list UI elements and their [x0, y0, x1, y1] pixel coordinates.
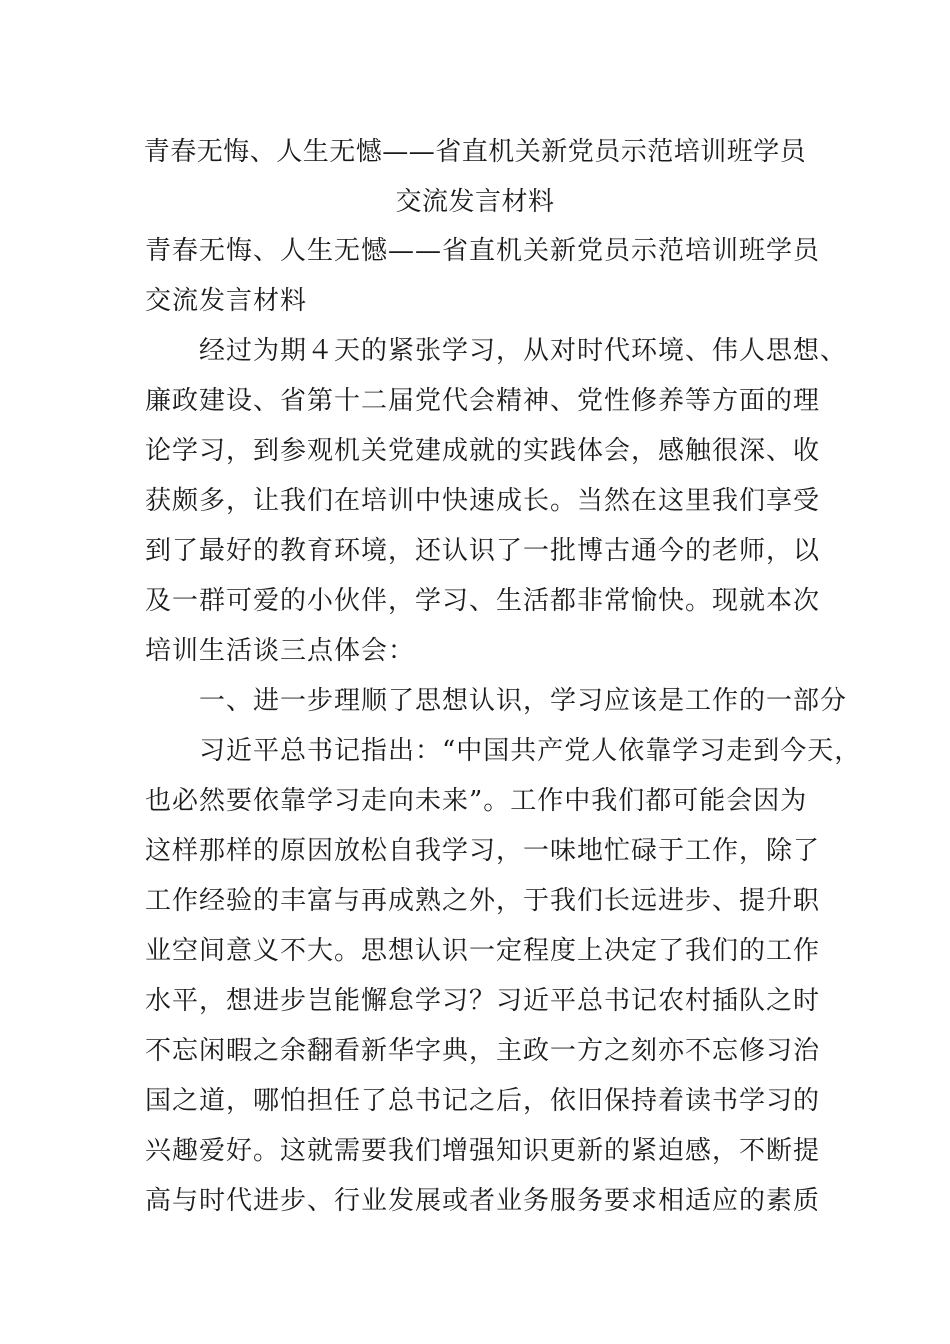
body-line-14: 工作经验的丰富与再成熟之外，于我们长远进步、提升职 — [145, 886, 821, 916]
body-line-6: 获颇多，让我们在培训中快速成长。当然在这里我们享受 — [145, 486, 821, 516]
document-title-line-2: 交流发言材料 — [395, 187, 555, 217]
body-line-20: 高与时代进步、行业发展或者业务服务要求相适应的素质 — [145, 1186, 821, 1216]
body-line-3: 经过为期４天的紧张学习，从对时代环境、伟人思想、 — [145, 336, 848, 366]
document-title-line-1: 青春无悔、人生无憾——省直机关新党员示范培训班学员 — [143, 137, 807, 167]
body-line-19: 兴趣爱好。这就需要我们增强知识更新的紧迫感，不断提 — [145, 1136, 821, 1166]
body-line-12: 也必然要依靠学习走向未来”。工作中我们都可能会因为 — [145, 786, 808, 816]
body-line-16: 水平，想进步岂能懈怠学习？习近平总书记农村插队之时 — [145, 986, 821, 1016]
body-line-8: 及一群可爱的小伙伴，学习、生活都非常愉快。现就本次 — [145, 586, 821, 616]
body-line-17: 不忘闲暇之余翻看新华字典，主政一方之刻亦不忘修习治 — [145, 1036, 821, 1066]
body-line-11: 习近平总书记指出：“中国共产党人依靠学习走到今天， — [145, 736, 862, 766]
body-line-18: 国之道，哪怕担任了总书记之后，依旧保持着读书学习的 — [145, 1086, 821, 1116]
body-line-5: 论学习，到参观机关党建成就的实践体会，感触很深、收 — [145, 436, 821, 466]
body-line-9: 培训生活谈三点体会： — [145, 636, 416, 666]
body-line-13: 这样那样的原因放松自我学习，一味地忙碌于工作，除了 — [145, 836, 821, 866]
body-line-4: 廉政建设、省第十二届党代会精神、党性修养等方面的理 — [145, 386, 821, 416]
body-line-7: 到了最好的教育环境，还认识了一批博古通今的老师，以 — [145, 536, 821, 566]
section-heading-1: 一、进一步理顺了思想认识，学习应该是工作的一部分 — [145, 686, 848, 716]
body-line-1: 青春无悔、人生无憾——省直机关新党员示范培训班学员 — [145, 236, 821, 266]
body-line-2: 交流发言材料 — [145, 286, 308, 316]
body-line-15: 业空间意义不大。思想认识一定程度上决定了我们的工作 — [145, 936, 821, 966]
